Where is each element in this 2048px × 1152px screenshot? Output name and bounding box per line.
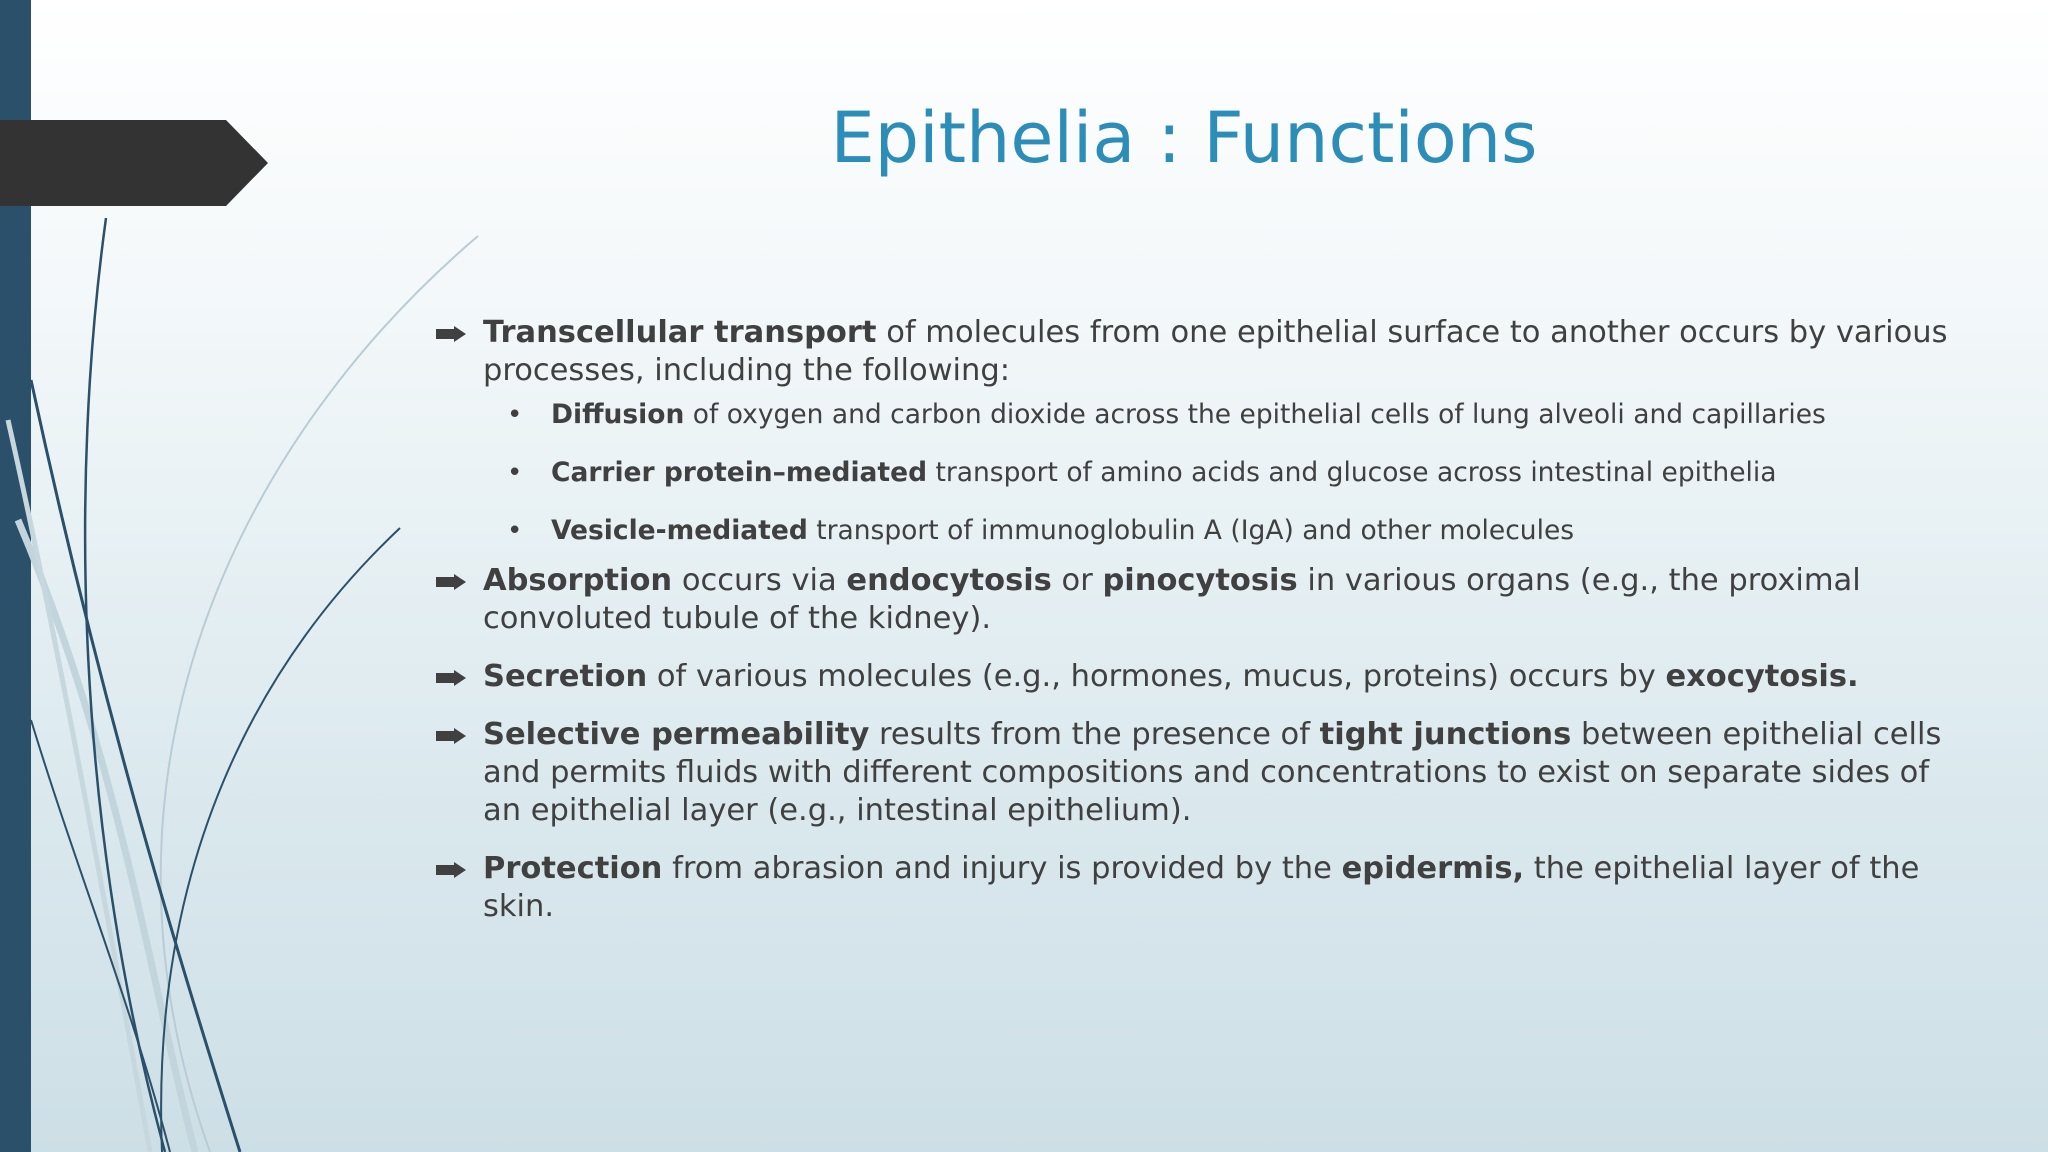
dot-icon: • [507,516,523,546]
slide-title: Epithelia : Functions [830,97,1538,179]
dot-icon: • [507,458,523,488]
sub-bullet-item-carrier-protein [436,456,1956,490]
bullet-text: occurs via [672,563,847,598]
sub-bullet-bold-text: Vesicle-mediated [551,515,808,546]
bullet-bold-text: Protection [483,851,663,886]
bullet-item-protection [436,850,1956,926]
bullet-list [436,314,1956,946]
sub-bullet-bold-text: Diffusion [551,399,685,430]
sub-bullet-text: of oxygen and carbon dioxide across the epithelial cells of lung alveoli and capillaries [684,399,1826,430]
bullet-text: of various molecules (e.g., hormones, mucus, proteins) occurs by [647,659,1666,694]
sub-bullet-text: transport of amino acids and glucose across intestinal epithelia [927,457,1777,488]
right-arrow-icon [436,862,466,878]
bullet-text: the epithelial layer of the skin. [483,851,1920,924]
bullet-text: or [1051,563,1103,598]
bullet-bold-text: exocytosis. [1665,659,1859,694]
bullet-bold-text: Transcellular transport [483,315,877,350]
right-arrow-icon [436,670,466,686]
bullet-text: in various organs (e.g., the proximal convoluted tubule of the kidney). [483,563,1861,636]
bullet-text: from abrasion and injury is provided by the [662,851,1342,886]
bullet-bold-text: Absorption [483,563,673,598]
bullet-bold-text: Selective permeability [483,717,870,752]
header-tab [0,120,268,206]
bullet-text: between epithelial cells and permits fluids with different compositions and concentrations to exist on separate sides of an epithelial layer (e.g., intestinal epithelium). [483,717,1942,828]
bullet-bold-text: tight junctions [1319,717,1572,752]
right-arrow-icon [436,574,466,590]
bullet-bold-text: pinocytosis [1102,563,1298,598]
bullet-item-transcellular-transport [436,314,1956,390]
bullet-item-absorption [436,562,1956,638]
sub-bullet-bold-text: Carrier protein–mediated [551,457,928,488]
sub-bullet-item-vesicle-mediated [436,514,1956,548]
bullet-text: of molecules from one epithelial surface to another occurs by various processes, including the following: [483,315,1948,388]
bullet-item-secretion [436,658,1956,696]
right-arrow-icon [436,728,466,744]
bullet-bold-text: Secretion [483,659,648,694]
bullet-item-selective-permeability [436,716,1956,830]
right-arrow-icon [436,326,466,342]
sub-bullet-text: transport of immunoglobulin A (IgA) and other molecules [807,515,1575,546]
sub-bullet-item-diffusion [436,398,1956,432]
bullet-text: results from the presence of [869,717,1320,752]
bullet-bold-text: epidermis, [1341,851,1525,886]
bullet-bold-text: endocytosis [846,563,1052,598]
dot-icon: • [507,400,523,430]
